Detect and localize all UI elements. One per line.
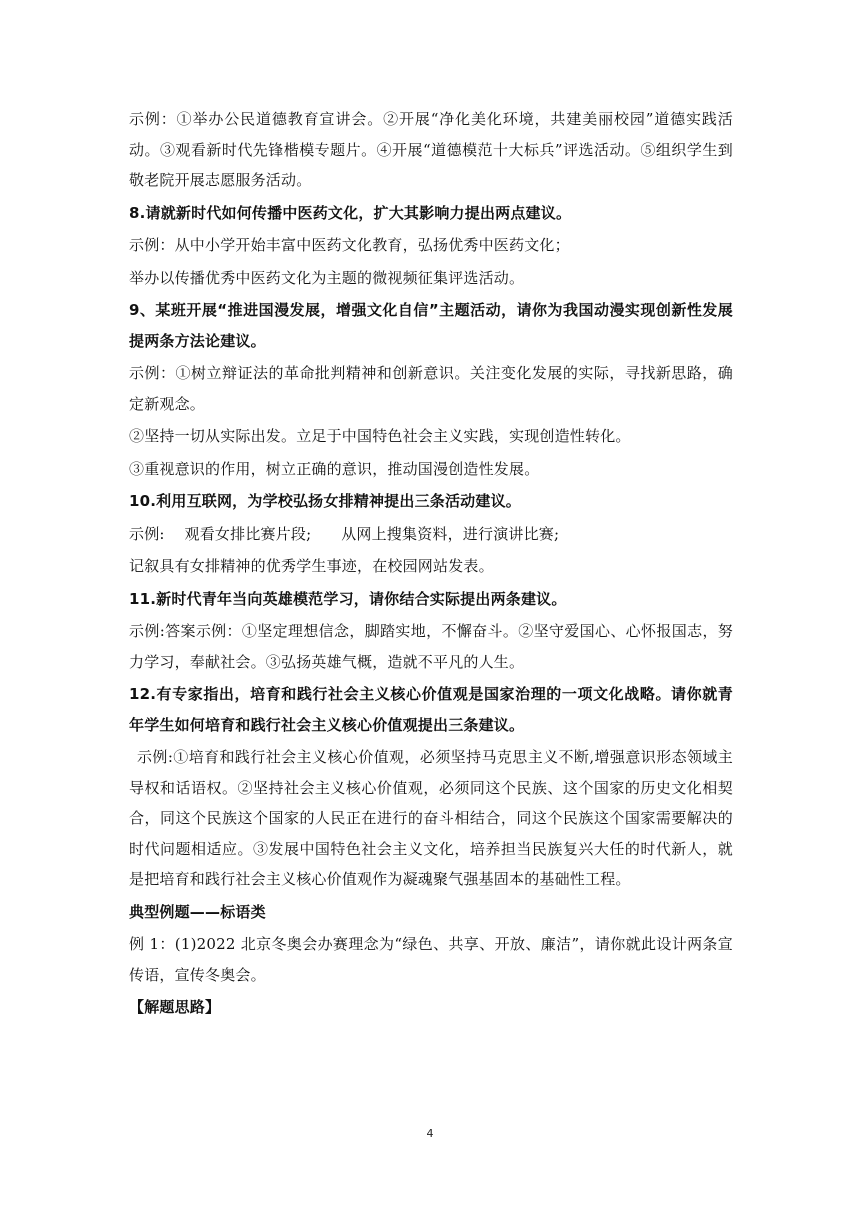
paragraph-example-1-winter-olympics: 例 1：(1)2022 北京冬奥会办赛理念为“绿色、共享、开放、廉洁”，请你就此设计两条宣传语，宣传冬奥会。 <box>129 935 733 984</box>
paragraph-example-dialectics: 示例：①树立辩证法的革命批判精神和创新意识。关注变化发展的实际，寻找新思路，确定新观念。 <box>129 364 733 413</box>
page-number: 4 <box>426 1127 434 1140</box>
paragraph-example-practice: ②坚持一切从实际出发。立足于中国特色社会主义实践，实现创造性转化。 <box>129 427 631 445</box>
paragraph-example-tcm-education: 示例：从中小学开始丰富中医药文化教育，弘扬优秀中医药文化； <box>129 236 570 254</box>
solution-approach-label: 【解题思路】 <box>129 998 221 1016</box>
question-8-heading: 8.请就新时代如何传播中医药文化，扩大其影响力提出两点建议。 <box>129 203 572 222</box>
question-12-heading: 12.有专家指出，培育和践行社会主义核心价值观是国家治理的一项文化战略。请你就青年学生如何培育和践行社会主义核心价值观提出三条建议。 <box>129 685 733 734</box>
document-body <box>129 104 733 1025</box>
paragraph-example-volleyball: 示例: 观看女排比赛片段; 从网上搜集资料，进行演讲比赛; <box>129 524 560 543</box>
paragraph-example-core-values: 示例:①培育和践行社会主义核心价值观，必须坚持马克思主义不断,增强意识形态领域主导权和话语权。②坚持社会主义核心价值观，必须同这个民族、这个国家的历史文化相契合，同这个民族这个国家的人民正在进行的奋斗相结合，同这个民族这个国家需要解决的时代问题相适应。③发展中国特色社会主义文化，培养担当民族复兴大任的时代新人，就是把培育和践行社会主义核心价值观作为凝魂聚气强基固本的基础性工程。 <box>129 748 733 888</box>
paragraph-example-moral-activities: 示例：①举办公民道德教育宣讲会。②开展“净化美化环境，共建美丽校园”道德实践活动。③观看新时代先锋楷模专题片。④开展“道德模范十大标兵”评选活动。⑤组织学生到敬老院开展志愿服务活动。 <box>129 110 733 189</box>
question-9-heading: 9、某班开展“推进国漫发展，增强文化自信”主题活动，请你为我国动漫实现创新性发展提两条方法论建议。 <box>129 301 733 350</box>
section-heading-slogans: 典型例题——标语类 <box>129 902 266 921</box>
question-11-heading: 11.新时代青年当向英雄模范学习，请你结合实际提出两条建议。 <box>129 589 567 608</box>
paragraph-example-tcm-video: 举办以传播优秀中医药文化为主题的微视频征集评选活动。 <box>129 268 525 287</box>
question-10-heading: 10.利用互联网，为学校弘扬女排精神提出三条活动建议。 <box>129 492 521 510</box>
paragraph-example-student-stories: 记叙具有女排精神的优秀学生事迹，在校园网站发表。 <box>129 557 494 575</box>
paragraph-example-consciousness: ③重视意识的作用，树立正确的意识，推动国漫创造性发展。 <box>129 459 540 478</box>
paragraph-example-heroes: 示例:答案示例：①坚定理想信念，脚踏实地，不懈奋斗。②坚守爱国心、心怀报国志，努力学习，奉献社会。③弘扬英雄气概，造就不平凡的人生。 <box>129 622 733 671</box>
